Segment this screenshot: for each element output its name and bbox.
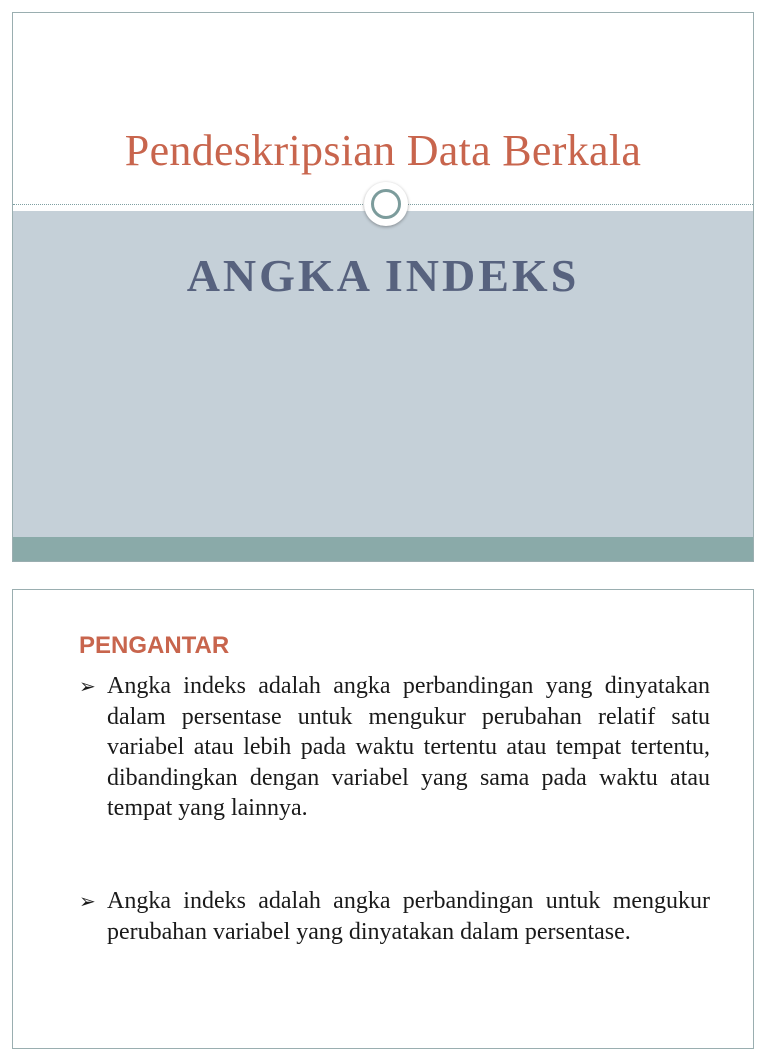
circle-ornament-icon	[364, 182, 408, 226]
accent-footer-bar	[13, 537, 753, 562]
arrowhead-bullet-icon: ➢	[79, 889, 96, 913]
content-slide	[12, 589, 754, 1049]
title-slide	[12, 12, 754, 562]
arrowhead-bullet-icon: ➢	[79, 674, 96, 698]
slide-subtitle: ANGKA INDEKS	[186, 250, 580, 301]
bullet-text: Angka indeks adalah angka perbandingan yang dinyatakan dalam persentase untuk mengukur perubahan relatif satu variabel atau lebih pada waktu tertentu atau tempat tertentu, dibandingkan dengan variabel yang sama pada waktu atau tempat yang lainnya.	[107, 673, 710, 821]
slide-title: Pendeskripsian Data Berkala	[124, 126, 642, 175]
bullet-item	[79, 886, 710, 947]
bullet-text: Angka indeks adalah angka perbandingan untuk mengukur perubahan variabel yang dinyatakan dalam persentase.	[107, 888, 710, 945]
section-heading: PENGANTAR	[79, 632, 230, 659]
bullet-item	[79, 671, 710, 824]
